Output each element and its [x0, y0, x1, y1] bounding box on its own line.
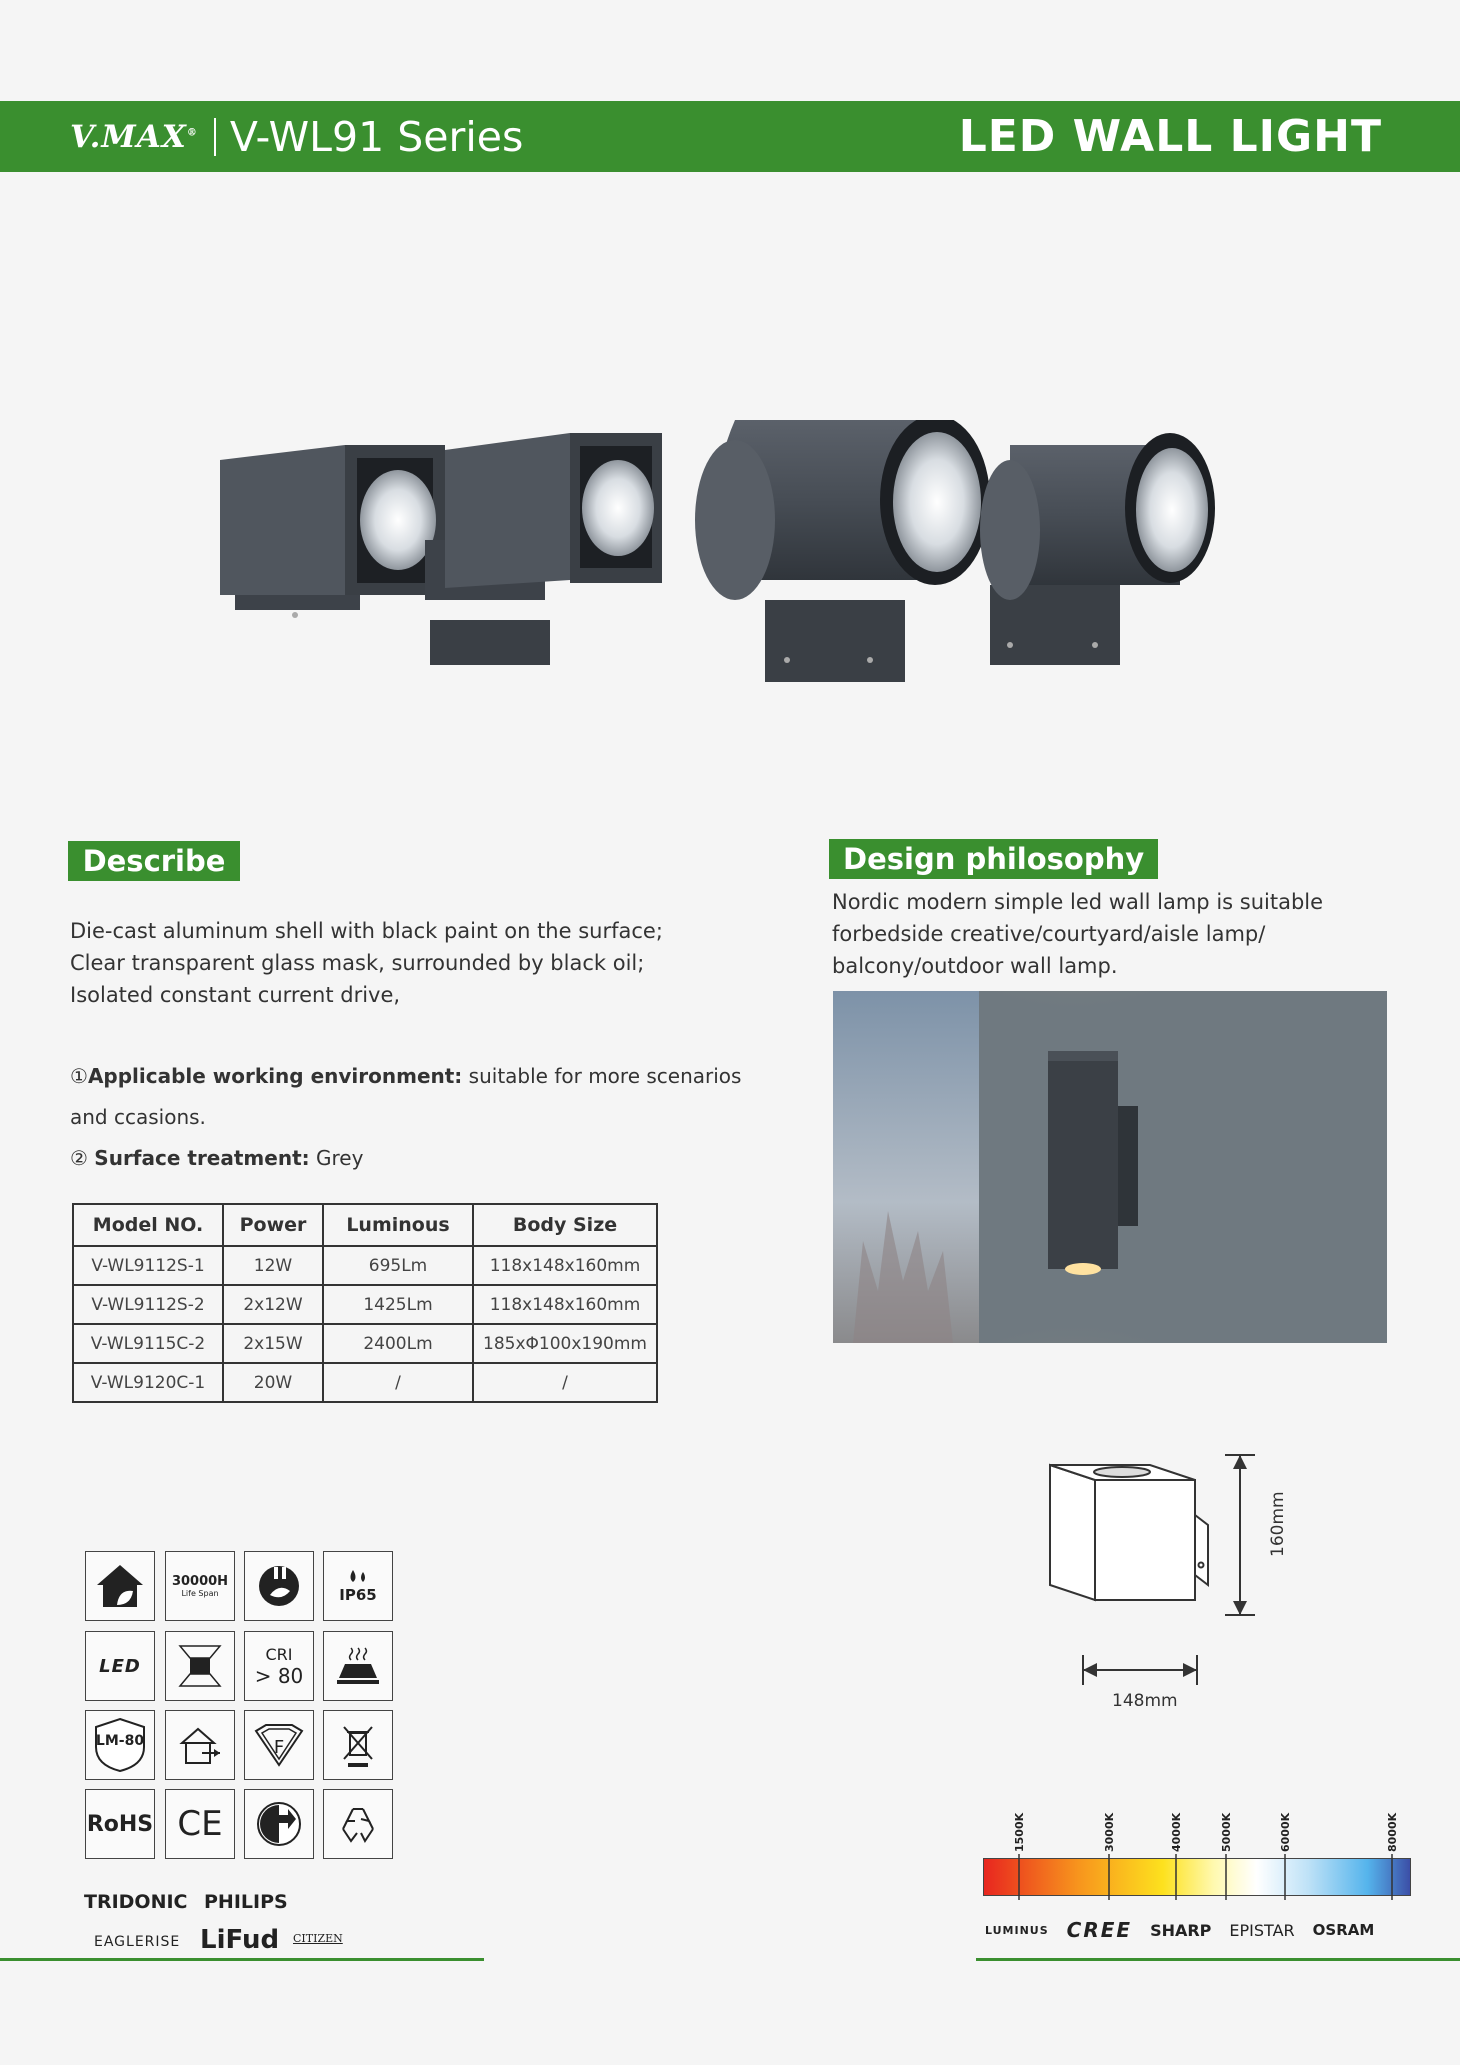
cell-luminous: 2400Lm: [323, 1324, 473, 1363]
cell-luminous: 1425Lm: [323, 1285, 473, 1324]
describe-line: Isolated constant current drive,: [70, 983, 401, 1007]
f-mark-icon: [244, 1710, 314, 1780]
cri-icon: [244, 1631, 314, 1701]
design-text: [832, 886, 1323, 982]
table-row: [73, 1363, 657, 1402]
up-down-beam-icon: [165, 1631, 235, 1701]
product-photo: [215, 420, 1270, 685]
color-temperature-ticks: [983, 1854, 1411, 1900]
wall-lamp-photo: [833, 991, 1387, 1343]
cell-luminous: 695Lm: [323, 1246, 473, 1285]
cell-luminous: /: [323, 1363, 473, 1402]
env-cont-line: and ccasions.: [70, 1105, 206, 1129]
cell-body-size: 185xΦ100x190mm: [473, 1324, 657, 1363]
spec-table: [72, 1203, 658, 1403]
cell-power: 20W: [223, 1363, 323, 1402]
brand-osram: OSRAM: [1312, 1921, 1375, 1939]
cell-model: V-WL9112S-1: [73, 1246, 223, 1285]
ip-rating: IP65: [339, 1586, 377, 1604]
house-export-icon: [165, 1710, 235, 1780]
table-row: [73, 1246, 657, 1285]
partner-lifud: LiFud: [200, 1925, 280, 1955]
indoor-outdoor-icon: [85, 1551, 155, 1621]
table-row: [73, 1285, 657, 1324]
design-line: Nordic modern simple led wall lamp is suitable: [832, 890, 1324, 914]
partner-tridonic: TRIDONIC: [84, 1891, 188, 1913]
plug-leaf-icon: [244, 1551, 314, 1621]
brand-divider: [214, 118, 216, 156]
life-span-label: Life Span: [181, 1589, 219, 1598]
square-lamp-left: [220, 445, 445, 618]
heat-dissipation-icon: [323, 1631, 393, 1701]
ce-label: CE: [177, 1804, 223, 1844]
cell-power: 12W: [223, 1246, 323, 1285]
tick-5000k: 5000K: [1220, 1812, 1233, 1852]
led-icon: [85, 1631, 155, 1701]
tick-8000k: 8000K: [1386, 1812, 1399, 1852]
describe-line: Die-cast aluminum shell with black paint on the surface;: [70, 919, 663, 943]
cri-value: > 80: [254, 1663, 304, 1688]
table-row: [73, 1324, 657, 1363]
lm80-icon: [85, 1710, 155, 1780]
cell-model: V-WL9120C-1: [73, 1363, 223, 1402]
brand-sharp: SHARP: [1150, 1920, 1212, 1940]
cylinder-lamp-right: [980, 433, 1215, 665]
dimension-height: 160mm: [1268, 1491, 1288, 1557]
footer-line-right: [976, 1958, 1460, 1961]
col-model: Model NO.: [73, 1204, 223, 1246]
life-span-value: 30000H: [171, 1574, 229, 1589]
tick-3000k: 3000K: [1103, 1812, 1116, 1852]
table-header-row: [73, 1204, 657, 1246]
green-dot-icon: [244, 1789, 314, 1859]
brand-cree: CREE: [1066, 1918, 1133, 1942]
tick-4000k: 4000K: [1170, 1812, 1183, 1852]
col-luminous: Luminous: [323, 1204, 473, 1246]
cell-body-size: 118x148x160mm: [473, 1246, 657, 1285]
describe-text: [70, 915, 663, 1011]
col-body-size: Body Size: [473, 1204, 657, 1246]
weee-bin-icon: [323, 1710, 393, 1780]
svg-text:F: F: [273, 1737, 285, 1758]
env-line: ①Applicable working environment: suitable for more scenarios: [70, 1064, 742, 1088]
dimension-drawing: [1030, 1445, 1320, 1725]
life-span-icon: [165, 1551, 235, 1621]
cylinder-lamp-left: [695, 420, 990, 682]
tick-1500k: 1500K: [1013, 1812, 1026, 1852]
features-text: [70, 1056, 741, 1179]
rohs-label: RoHS: [86, 1811, 154, 1837]
recycle-icon: [323, 1789, 393, 1859]
describe-line: Clear transparent glass mask, surrounded by black oil;: [70, 951, 645, 975]
dimension-width: 148mm: [1112, 1691, 1178, 1711]
cell-power: 2x12W: [223, 1285, 323, 1324]
design-line: forbedside creative/courtyard/aisle lamp/: [832, 922, 1266, 946]
cell-power: 2x15W: [223, 1324, 323, 1363]
describe-label: Describe: [68, 841, 240, 881]
footer-line-left: [0, 1958, 484, 1961]
design-philosophy-label: Design philosophy: [829, 839, 1158, 879]
design-line: balcony/outdoor wall lamp.: [832, 954, 1118, 978]
col-power: Power: [223, 1204, 323, 1246]
rohs-icon: [85, 1789, 155, 1859]
partner-citizen: CITIZEN: [293, 1932, 343, 1945]
cell-model: V-WL9112S-2: [73, 1285, 223, 1324]
cell-body-size: /: [473, 1363, 657, 1402]
chip-brands-row: [985, 1918, 1374, 1942]
cell-model: V-WL9115C-2: [73, 1324, 223, 1363]
surface-line: ② Surface treatment: Grey: [70, 1146, 364, 1170]
lm80-label: LM-80: [95, 1733, 145, 1749]
brand-logo: V.MAX®: [70, 119, 198, 155]
led-label: LED: [99, 1655, 141, 1677]
brand-block: [70, 112, 523, 162]
cri-label: CRI: [265, 1644, 293, 1664]
series-title: V-WL91 Series: [229, 113, 524, 161]
tick-6000k: 6000K: [1279, 1812, 1292, 1852]
page-title: LED WALL LIGHT: [958, 111, 1382, 162]
partner-eaglerise: EAGLERISE: [94, 1934, 181, 1950]
brand-epistar: EPISTAR: [1229, 1920, 1295, 1940]
square-lamp-right: [425, 433, 662, 665]
ce-icon: [165, 1789, 235, 1859]
partner-philips: PHILIPS: [204, 1891, 288, 1913]
cell-body-size: 118x148x160mm: [473, 1285, 657, 1324]
brand-luminus: LUMINUS: [985, 1923, 1049, 1937]
ip65-icon: [323, 1551, 393, 1621]
